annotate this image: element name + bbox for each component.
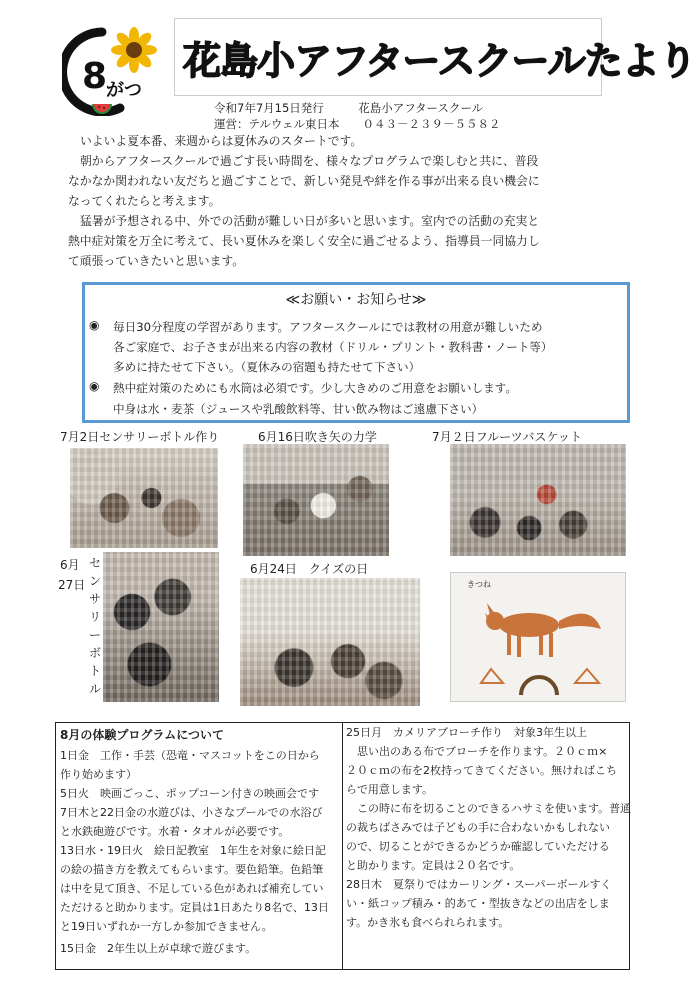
program-right-line: 28日木 夏祭りではカーリング・スーパーボールすく: [346, 878, 612, 891]
program-right-line: と助かります。定員は２０名です。: [346, 859, 521, 872]
photo-caption-date: 27日: [58, 578, 86, 592]
notice-box: [82, 282, 630, 423]
program-right-line: の裁ちばさみでは子どもの手に合わないかもしれない: [346, 821, 610, 834]
program-right-line: ２０ｃｍの布を2枚持ってきてください。無ければこち: [346, 764, 617, 777]
intro-line: 熱中症対策を万全に考えて、長い夏休みを楽しく安全に過ごせるよう、指導員一同協力し: [68, 234, 540, 248]
notice-line: 各ご家庭で、お子さまが出来る内容の教材（ドリル・プリント・教科書・ノート等）: [113, 340, 553, 354]
program-left-line: 作り始めます）: [60, 768, 137, 781]
program-right-line: す。かき氷も食べられられます。: [346, 916, 510, 929]
photo-caption-vertical: センサリーボトル: [88, 556, 101, 696]
program-left-line: ただけると助かります。定員は1日あたり8名で、13日: [60, 901, 329, 914]
month-logo: [62, 24, 172, 116]
bullet-icon: ◉: [89, 318, 100, 332]
photo-caption: 6月24日 クイズの日: [250, 562, 369, 576]
photo-sensory-bottle-2: [103, 552, 219, 702]
photo-caption-date: 6月: [60, 558, 80, 572]
photo-caption: 6月16日吹き矢の力学: [258, 430, 377, 444]
program-left-line: 15日金 2年生以上が卓球で遊びます。: [60, 942, 257, 955]
program-left-line: 7日木と22日金の水遊びは、小さなプールでの水浴び: [60, 806, 323, 819]
program-left-line: 1日金 工作・手芸（恐竜・マスコットをこの日から: [60, 749, 320, 762]
sunflower-icon: [62, 24, 172, 116]
notice-title: ≪お願い・お知らせ≫: [285, 292, 427, 308]
program-left-line: 5日火 映画ごっこ、ポップコーン付きの映画会です: [60, 787, 320, 800]
notice-line: 中身は水・麦茶（ジュースや乳酸飲料等、甘い飲み物はご遠慮下さい）: [113, 402, 484, 416]
notice-line: 多めに持たせて下さい。（夏休みの宿題も持たせて下さい）: [113, 360, 421, 374]
program-right-line: らで用意します。: [346, 783, 434, 796]
intro-text: [68, 131, 540, 271]
photo-fruit-basket: [450, 444, 626, 556]
issue-line: 令和7年7月15日発行 花島小アフタースクール: [214, 101, 484, 115]
intro-line: て頑張っていきたいと思います。: [68, 254, 245, 268]
intro-line: 朝からアフタースクールで過ごす長い時間を、様々なプログラムで楽しむと共に、普段: [80, 154, 539, 168]
program-left-line: 13日水・19日火 絵日記教室 1年生を対象に絵日記: [60, 844, 326, 857]
photo-blowgun: [243, 444, 389, 556]
program-right-line: い・紙コップ積み・的あて・型抜きなどの出店をしま: [346, 897, 610, 910]
photo-quiz-day: [240, 578, 420, 706]
photo-caption: 7月2日センサリーボトル作り: [60, 430, 220, 444]
program-right-line: ので、切ることができるかどうか確認していただける: [346, 840, 610, 853]
newsletter-title: 花島小アフタースクールたより: [183, 38, 696, 83]
column-divider: [342, 722, 343, 970]
bullet-icon: ◉: [89, 379, 100, 393]
month-suffix: がつ: [106, 80, 142, 101]
program-right-line: 25日月 カメリアブローチ作り 対象3年生以上: [346, 726, 587, 739]
photo-sensory-bottle: [70, 448, 218, 548]
slide-label: きつね: [467, 580, 491, 589]
program-right-line: この時に布を切ることのできるハサミを使います。普通: [346, 802, 632, 815]
title-box: [174, 18, 696, 96]
fox-icon: [451, 573, 626, 702]
photo-caption: 7月２日フルーツバスケット: [432, 430, 582, 444]
program-left-line: と水鉄砲遊びです。水着・タオルが必要です。: [60, 825, 290, 838]
program-left-line: と19日いずれか一方しか参加できません。: [60, 920, 273, 933]
intro-line: なかなか関われない友だちと過ごすことで、新しい発見や絆を作る事が出来る良い機会に: [68, 174, 540, 188]
program-left-line: は中を見て頂き、不足している色があれば補充してい: [60, 882, 324, 895]
intro-line: いよいよ夏本番、来週からは夏休みのスタートです。: [80, 134, 363, 148]
notice-line: 熱中症対策のためにも水筒は必須です。少し大きめのご用意をお願いします。: [113, 381, 517, 395]
month-number: 8: [82, 56, 108, 97]
program-right-line: 思い出のある布でブローチを作ります。２０ｃｍ×: [346, 745, 608, 758]
notice-line: 毎日30分程度の学習があります。アフタースクールにでは教材の用意が難しいため: [113, 320, 543, 334]
intro-line: なってくれたらと考えます。: [68, 194, 221, 208]
operator-line: 運営：テルウェル東日本 ０４３－２３９－５５８２: [214, 117, 501, 131]
program-title: 8月の体験プログラムについて: [60, 728, 224, 742]
intro-line: 猛暑が予想される中、外での活動が難しい日が多いと思います。室内での活動の充実と: [80, 214, 540, 228]
photo-quiz-slide: [450, 572, 626, 702]
program-left-line: の絵の描き方を教えてもらいます。要色鉛筆。色鉛筆: [60, 863, 324, 876]
